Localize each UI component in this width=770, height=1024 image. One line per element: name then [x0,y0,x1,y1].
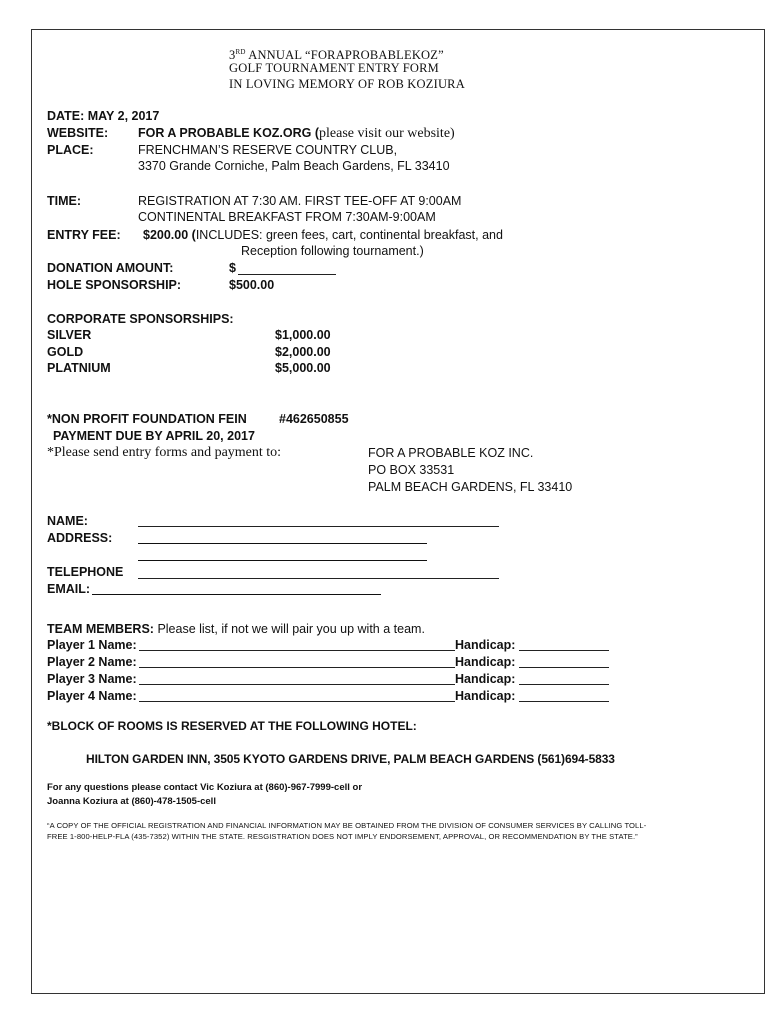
corporate-sponsorships-title: CORPORATE SPONSORSHIPS: [47,312,234,326]
donation-label: DONATION AMOUNT: [47,261,174,275]
mailing-address-line-3: PALM BEACH GARDENS, FL 33410 [368,480,573,494]
contact-line-1: For any questions please contact Vic Koziura at (860)-967-7999-cell or [47,782,363,793]
player-3-name-field[interactable] [139,672,455,685]
player-2-handicap-label: Handicap: [455,655,516,669]
disclaimer-line-2: FREE 1-800-HELP-FLA (435-7352) WITHIN THE STATE. RESGISTRATION DOES NOT IMPLY ENDORSEMENT, APPROVAL, OR RECOMMENDATION BY THE STATE.” [47,832,638,841]
player-4-label: Player 4 Name: [47,689,137,703]
mailing-address-line-1: FOR A PROBABLE KOZ INC. [368,446,534,460]
event-date: DATE: MAY 2, 2017 [47,109,160,123]
sponsorship-amount-silver: $1,000.00 [275,328,331,342]
telephone-label: TELEPHONE [47,565,124,579]
website-label: WEBSITE: [47,126,109,140]
player-1-handicap-field[interactable] [519,638,609,651]
hotel-info: HILTON GARDEN INN, 3505 KYOTO GARDENS DRIVE, PALM BEACH GARDENS (561)694-5833 [86,752,615,766]
player-2-handicap-field[interactable] [519,655,609,668]
entry-fee-value: $200.00 (INCLUDES: green fees, cart, continental breakfast, and [143,228,503,242]
email-label: EMAIL: [47,582,91,596]
player-4-handicap-label: Handicap: [455,689,516,703]
team-members-heading: TEAM MEMBERS: Please list, if not we will pair you up with a team. [47,622,425,636]
fein-label: *NON PROFIT FOUNDATION FEIN [47,412,247,426]
time-label: TIME: [47,194,82,208]
sponsorship-amount-gold: $2,000.00 [275,345,331,359]
header-line-2: GOLF TOURNAMENT ENTRY FORM [229,61,439,75]
header-line-1: 3RD ANNUAL “FORAPROBABLEKOZ” [229,48,444,63]
website-value: FOR A PROBABLE KOZ.ORG (please visit our website) [138,126,455,141]
address-field-1[interactable] [138,530,427,544]
room-block-note: *BLOCK OF ROOMS IS RESERVED AT THE FOLLOWING HOTEL: [47,719,417,733]
fein-value: #462650855 [279,412,349,426]
payment-due: PAYMENT DUE BY APRIL 20, 2017 [53,429,255,443]
mailing-address-line-2: PO BOX 33531 [368,463,455,477]
header-line-3: IN LOVING MEMORY OF ROB KOZIURA [229,77,465,91]
donation-dollar: $ [229,261,236,275]
player-3-label: Player 3 Name: [47,672,137,686]
time-line-1: REGISTRATION AT 7:30 AM. FIRST TEE-OFF AT 9:00AM [138,194,462,208]
sponsorship-name-gold: GOLD [47,345,84,359]
player-1-label: Player 1 Name: [47,638,137,652]
contact-line-2: Joanna Koziura at (860)-478-1505-cell [47,796,216,807]
player-4-name-field[interactable] [139,689,455,702]
player-2-label: Player 2 Name: [47,655,137,669]
donation-amount-field[interactable] [238,261,336,275]
player-4-handicap-field[interactable] [519,689,609,702]
entry-fee-note: Reception following tournament.) [241,244,424,258]
player-2-name-field[interactable] [139,655,455,668]
send-forms-note: *Please send entry forms and payment to: [47,445,282,460]
sponsorship-name-platinum: PLATNIUM [47,361,111,375]
sponsorship-name-silver: SILVER [47,328,92,342]
hole-sponsorship-value: $500.00 [229,278,275,292]
time-line-2: CONTINENTAL BREAKFAST FROM 7:30AM-9:00AM [138,210,436,224]
name-field[interactable] [138,513,499,527]
player-3-handicap-label: Handicap: [455,672,516,686]
address-label: ADDRESS: [47,531,113,545]
place-line-1: FRENCHMAN’S RESERVE COUNTRY CLUB, [138,143,398,157]
player-1-handicap-label: Handicap: [455,638,516,652]
email-field[interactable] [92,581,381,595]
sponsorship-amount-platinum: $5,000.00 [275,361,331,375]
place-label: PLACE: [47,143,94,157]
disclaimer-line-1: “A COPY OF THE OFFICIAL REGISTRATION AND FINANCIAL INFORMATION MAY BE OBTAINED FROM THE DIVISION OF CONSUMER SERVICES BY CALLING TOLL- [47,821,647,830]
hole-sponsorship-label: HOLE SPONSORSHIP: [47,278,182,292]
telephone-field[interactable] [138,565,499,579]
player-1-name-field[interactable] [139,638,455,651]
place-line-2: 3370 Grande Corniche, Palm Beach Gardens, FL 33410 [138,159,450,173]
address-field-2[interactable] [138,548,427,561]
entry-fee-label: ENTRY FEE: [47,228,121,242]
name-label: NAME: [47,514,88,528]
player-3-handicap-field[interactable] [519,672,609,685]
